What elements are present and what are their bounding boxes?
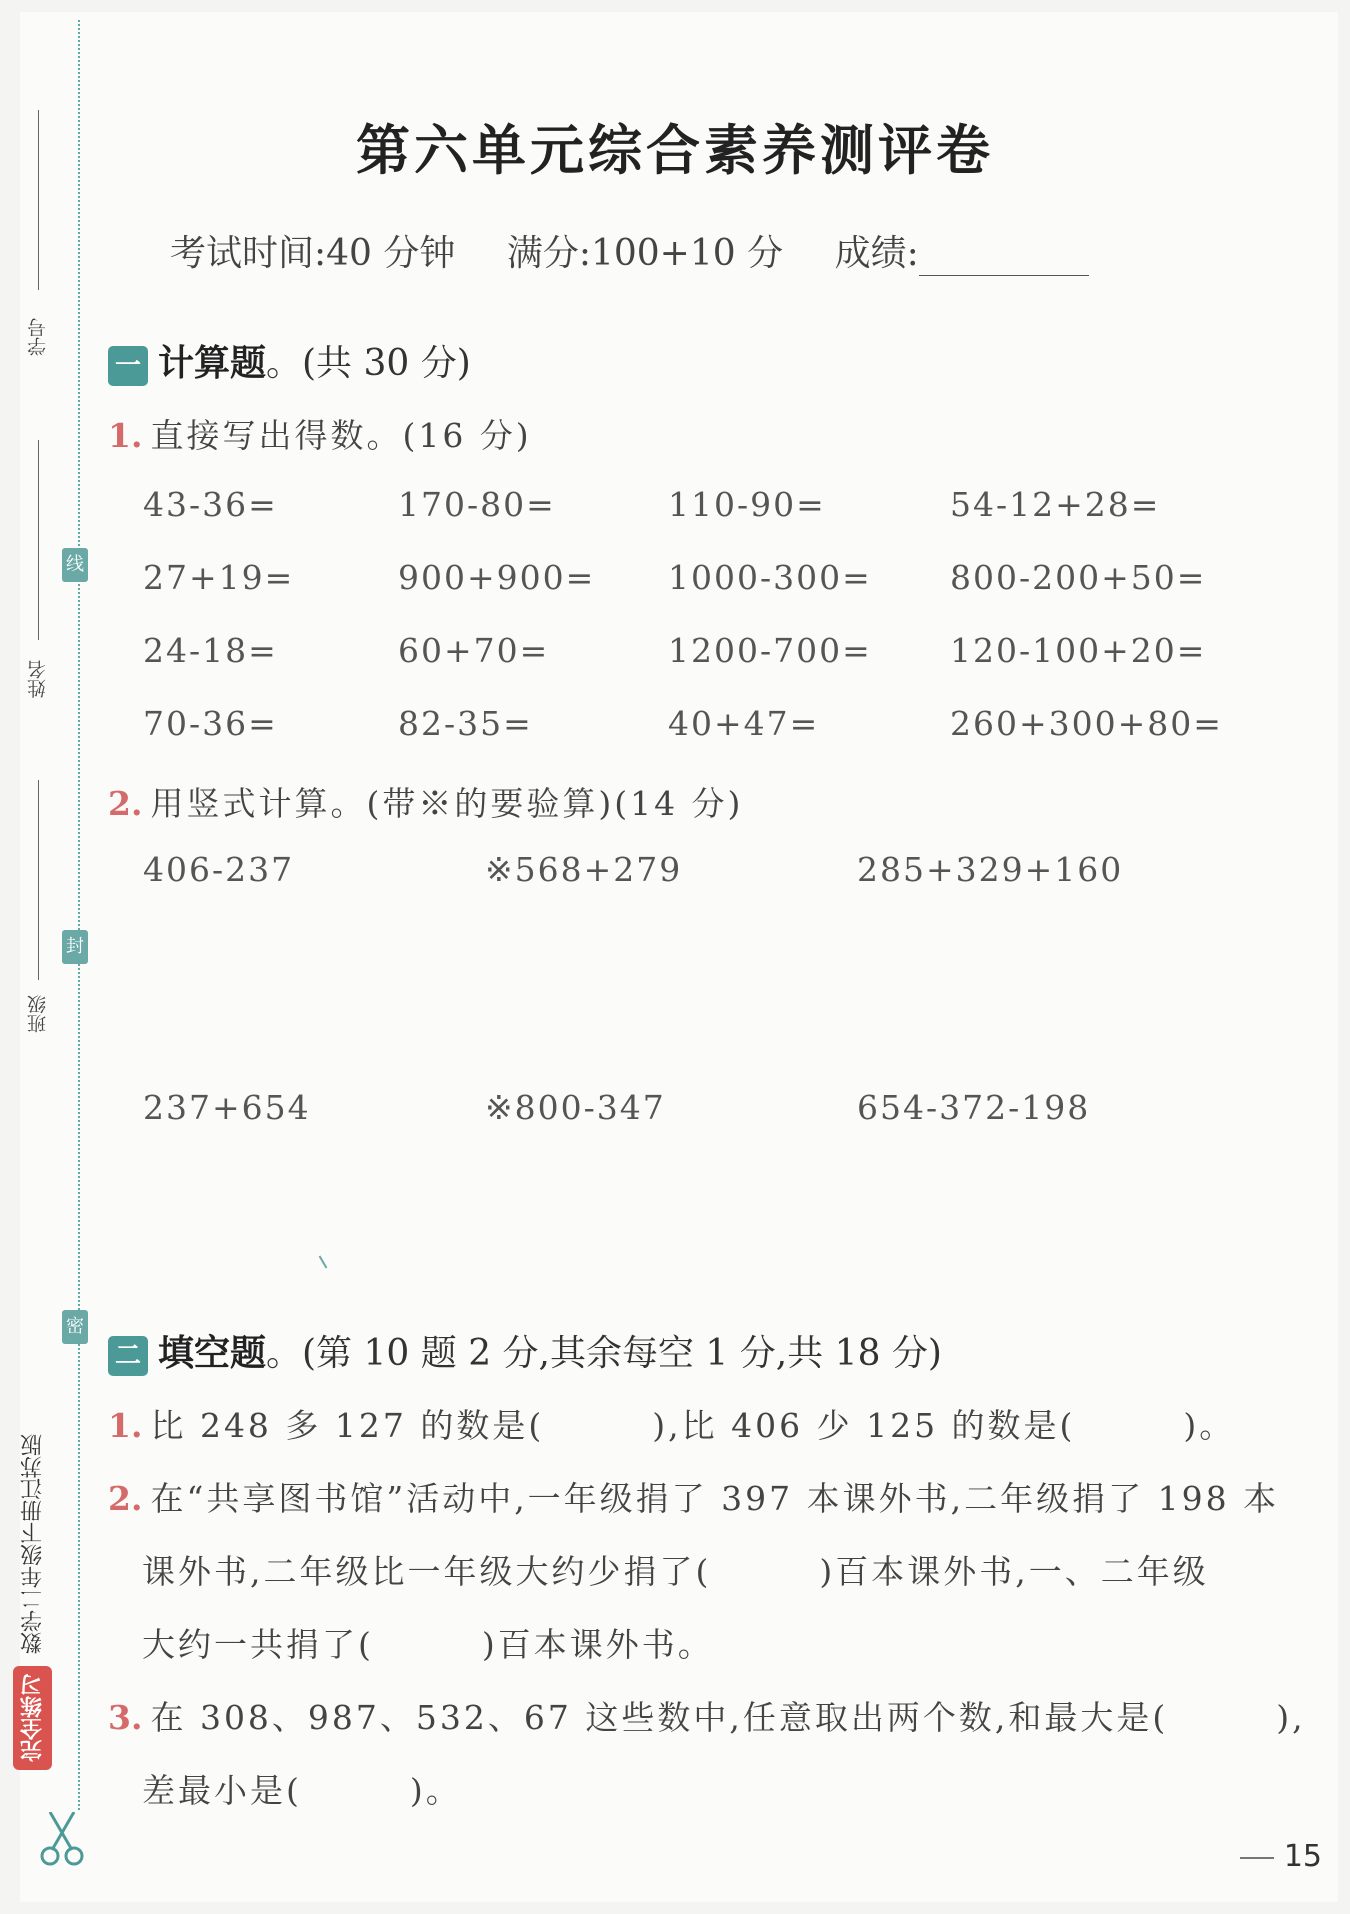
seal-seal-mark: 封 [62,930,88,964]
question-number: 1. [108,416,143,455]
score-label: 成绩: [834,233,919,274]
question-number: 2. [108,1479,143,1518]
vertical-calc-item[interactable]: ※800-347 [485,1088,666,1127]
vertical-calc-item[interactable]: 237+654 [143,1088,311,1127]
fill-question-3 [108,1692,1306,1739]
fill-question-2-line-2: 课外书,二年级比一年级大约少捐了( )百本课外书,一、二年级 [142,1552,1209,1591]
class-underline [38,780,39,980]
question-number: 3. [108,1698,143,1737]
calc-item[interactable]: 260+300+80= [950,704,1223,743]
fill-question-3-line-2: 差最小是( )。 [142,1771,462,1810]
section-2-badge: 二 [108,1336,148,1376]
calc-item[interactable]: 27+19= [143,558,295,597]
fill-question-2 [108,1473,1279,1520]
exam-time: 考试时间:40 分钟 [170,233,456,274]
exam-info [170,225,1129,276]
question-number: 2. [108,784,143,823]
page-title: 第六单元综合素养测评卷 [356,118,994,182]
full-score: 满分:100+10 分 [506,233,784,274]
calc-item[interactable]: 40+47= [668,704,820,743]
section-1-heading [108,335,471,386]
score-blank[interactable] [919,239,1089,276]
question-1-2 [108,778,743,825]
calc-item[interactable]: 120-100+20= [950,631,1207,670]
calc-item[interactable]: 800-200+50= [950,558,1207,597]
calc-item[interactable]: 82-35= [398,704,533,743]
calc-item[interactable]: 60+70= [398,631,550,670]
section-2-title: 填空题 [158,1333,267,1374]
question-text: 用竖式计算。(带※的要验算)(14 分) [150,784,744,823]
seal-line-mark: 线 [62,548,88,582]
series-label: 数学二年级下册江苏版 [20,1434,46,1654]
scissors-icon [40,1812,84,1866]
brand-name: 完全练习 [14,1666,53,1770]
series-brand [16,1080,50,1770]
section-1-badge: 一 [108,346,148,386]
calc-item[interactable]: 1000-300= [668,558,872,597]
calc-item[interactable]: 1200-700= [668,631,872,670]
question-text: 直接写出得数。(16 分) [150,416,532,455]
calc-item[interactable]: 110-90= [668,485,826,524]
cut-dotted-line [78,20,80,1810]
question-line: 在 308、987、532、67 这些数中,任意取出两个数,和最大是( ), [150,1698,1306,1737]
seal-dense-mark: 密 [62,1310,88,1344]
calc-item[interactable]: 900+900= [398,558,596,597]
section-2-heading [108,1325,942,1376]
section-2-score: 。(第 10 题 2 分,其余每空 1 分,共 18 分) [266,1333,942,1374]
section-1-score: 。(共 30 分) [266,343,471,384]
calc-item[interactable]: 170-80= [398,485,556,524]
fill-question-2-line-3: 大约一共捐了( )百本课外书。 [142,1625,714,1664]
question-1-1 [108,410,532,457]
page-number: 15 [1240,1839,1322,1874]
calc-item[interactable]: 70-36= [143,704,278,743]
calc-item[interactable]: 54-12+28= [950,485,1161,524]
vertical-calc-item[interactable]: 285+329+160 [857,850,1124,889]
section-1-title: 计算题 [158,343,267,384]
vertical-calc-item[interactable]: ※568+279 [485,850,683,889]
question-line: 在“共享图书馆”活动中,一年级捐了 397 本课外书,二年级捐了 198 本 [150,1479,1280,1518]
student-id-label: 学号 [27,318,49,356]
question-line: 比 248 多 127 的数是( ),比 406 少 125 的数是( )。 [150,1406,1236,1445]
name-label: 姓名 [27,660,49,698]
question-number: 1. [108,1406,143,1445]
name-underline [38,440,39,640]
vertical-calc-item[interactable]: 654-372-198 [857,1088,1091,1127]
vertical-calc-item[interactable]: 406-237 [143,850,295,889]
calc-item[interactable]: 24-18= [143,631,278,670]
class-label: 班级 [27,995,49,1033]
calc-item[interactable]: 43-36= [143,485,278,524]
fill-question-1 [108,1400,1235,1447]
